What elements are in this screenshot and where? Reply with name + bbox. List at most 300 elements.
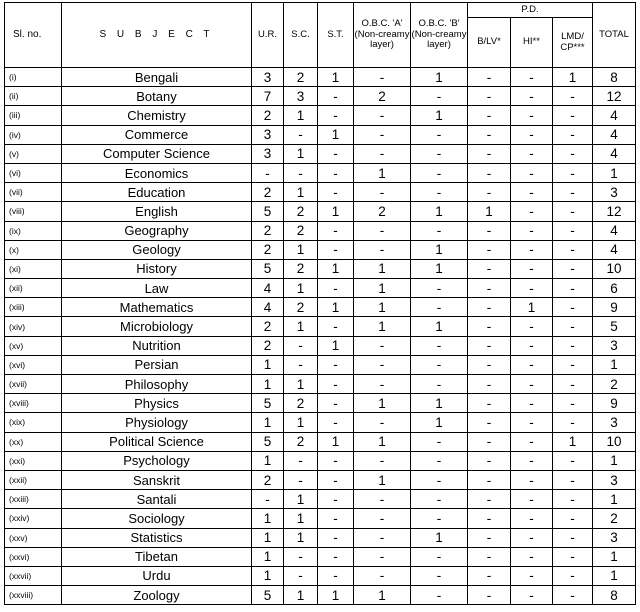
cell-st: - — [318, 240, 354, 259]
cell-subject: Sanskrit — [62, 470, 252, 489]
table-row — [5, 528, 636, 547]
cell-slno: (xx) — [5, 432, 62, 451]
cell-ur: 4 — [252, 298, 284, 317]
cell-ur: 5 — [252, 259, 284, 278]
cell-subject: Sociology — [62, 509, 252, 528]
cell-slno: (xviii) — [5, 394, 62, 413]
cell-hi: - — [511, 528, 553, 547]
cell-obca: - — [354, 125, 411, 144]
cell-ur: 1 — [252, 566, 284, 585]
cell-lmd: - — [553, 144, 593, 163]
cell-st: 1 — [318, 259, 354, 278]
cell-st: - — [318, 183, 354, 202]
table-row — [5, 394, 636, 413]
cell-st: 1 — [318, 298, 354, 317]
cell-blv: - — [468, 470, 511, 489]
cell-obca: 1 — [354, 279, 411, 298]
cell-hi: - — [511, 566, 553, 585]
cell-total: 12 — [593, 87, 636, 106]
cell-hi: - — [511, 183, 553, 202]
table-row — [5, 451, 636, 470]
cell-slno: (iv) — [5, 125, 62, 144]
table-row — [5, 355, 636, 374]
table-row — [5, 317, 636, 336]
table-row — [5, 125, 636, 144]
cell-sc: 1 — [284, 413, 318, 432]
cell-obcb: - — [411, 125, 468, 144]
cell-slno: (xvii) — [5, 375, 62, 394]
cell-total: 9 — [593, 298, 636, 317]
cell-obca: - — [354, 566, 411, 585]
cell-blv: 1 — [468, 202, 511, 221]
cell-hi: - — [511, 163, 553, 182]
cell-slno: (xvi) — [5, 355, 62, 374]
cell-hi: - — [511, 240, 553, 259]
cell-obca: - — [354, 336, 411, 355]
cell-st: 1 — [318, 432, 354, 451]
cell-blv: - — [468, 317, 511, 336]
cell-hi: - — [511, 106, 553, 125]
cell-blv: - — [468, 163, 511, 182]
table-row — [5, 183, 636, 202]
vacancy-table — [4, 2, 636, 605]
cell-ur: 1 — [252, 509, 284, 528]
header-st: S.T. — [318, 3, 354, 68]
cell-obcb: - — [411, 547, 468, 566]
cell-obca: - — [354, 68, 411, 87]
cell-lmd: - — [553, 202, 593, 221]
cell-sc: - — [284, 470, 318, 489]
cell-ur: - — [252, 163, 284, 182]
cell-obcb: - — [411, 221, 468, 240]
cell-blv: - — [468, 490, 511, 509]
cell-lmd: - — [553, 87, 593, 106]
cell-slno: (viii) — [5, 202, 62, 221]
cell-st: - — [318, 509, 354, 528]
table-row — [5, 221, 636, 240]
cell-ur: 2 — [252, 470, 284, 489]
cell-slno: (xv) — [5, 336, 62, 355]
cell-obca: - — [354, 451, 411, 470]
cell-subject: Urdu — [62, 566, 252, 585]
cell-slno: (xiv) — [5, 317, 62, 336]
cell-lmd: - — [553, 375, 593, 394]
cell-sc: 3 — [284, 87, 318, 106]
cell-slno: (xxiv) — [5, 509, 62, 528]
cell-hi: - — [511, 413, 553, 432]
cell-total: 3 — [593, 528, 636, 547]
cell-blv: - — [468, 432, 511, 451]
cell-total: 3 — [593, 470, 636, 489]
header-subject: S U B J E C T — [62, 3, 252, 68]
table-row — [5, 106, 636, 125]
cell-lmd: - — [553, 183, 593, 202]
cell-slno: (xxv) — [5, 528, 62, 547]
cell-subject: Chemistry — [62, 106, 252, 125]
cell-total: 1 — [593, 451, 636, 470]
cell-slno: (xxi) — [5, 451, 62, 470]
cell-ur: 5 — [252, 202, 284, 221]
cell-subject: Geology — [62, 240, 252, 259]
cell-ur: 2 — [252, 221, 284, 240]
table-row — [5, 432, 636, 451]
cell-lmd: - — [553, 298, 593, 317]
header-pd-hi: HI** — [511, 18, 553, 68]
cell-obcb: - — [411, 163, 468, 182]
table-row — [5, 586, 636, 605]
cell-blv: - — [468, 547, 511, 566]
header-pd-blv: B/LV* — [468, 18, 511, 68]
cell-blv: - — [468, 375, 511, 394]
cell-lmd: - — [553, 317, 593, 336]
cell-blv: - — [468, 298, 511, 317]
cell-ur: 4 — [252, 279, 284, 298]
header-pd-lmd: LMD/ CP*** — [553, 18, 593, 68]
cell-st: - — [318, 221, 354, 240]
cell-total: 8 — [593, 68, 636, 87]
cell-obcb: - — [411, 298, 468, 317]
cell-sc: 2 — [284, 432, 318, 451]
cell-obca: - — [354, 375, 411, 394]
cell-lmd: - — [553, 125, 593, 144]
table-body — [5, 68, 636, 605]
cell-total: 9 — [593, 394, 636, 413]
cell-st: - — [318, 355, 354, 374]
table-row — [5, 490, 636, 509]
cell-blv: - — [468, 106, 511, 125]
cell-subject: History — [62, 259, 252, 278]
cell-hi: - — [511, 336, 553, 355]
cell-lmd: - — [553, 163, 593, 182]
cell-slno: (xxvi) — [5, 547, 62, 566]
cell-lmd: - — [553, 451, 593, 470]
cell-slno: (xix) — [5, 413, 62, 432]
cell-hi: - — [511, 394, 553, 413]
cell-hi: - — [511, 202, 553, 221]
cell-subject: Law — [62, 279, 252, 298]
cell-blv: - — [468, 413, 511, 432]
cell-blv: - — [468, 183, 511, 202]
cell-hi: 1 — [511, 298, 553, 317]
cell-total: 1 — [593, 566, 636, 585]
cell-ur: 5 — [252, 432, 284, 451]
cell-sc: 1 — [284, 586, 318, 605]
cell-subject: Bengali — [62, 68, 252, 87]
cell-total: 4 — [593, 106, 636, 125]
cell-ur: 2 — [252, 336, 284, 355]
cell-subject: Mathematics — [62, 298, 252, 317]
cell-lmd: - — [553, 394, 593, 413]
header-ur: U.R. — [252, 3, 284, 68]
cell-obcb: 1 — [411, 317, 468, 336]
cell-st: 1 — [318, 202, 354, 221]
cell-slno: (v) — [5, 144, 62, 163]
cell-lmd: - — [553, 547, 593, 566]
cell-subject: Santali — [62, 490, 252, 509]
table-row — [5, 470, 636, 489]
cell-subject: Botany — [62, 87, 252, 106]
cell-total: 3 — [593, 336, 636, 355]
cell-ur: 3 — [252, 68, 284, 87]
table-row — [5, 163, 636, 182]
cell-blv: - — [468, 144, 511, 163]
cell-slno: (vi) — [5, 163, 62, 182]
cell-slno: (xxvii) — [5, 566, 62, 585]
cell-total: 3 — [593, 413, 636, 432]
table-row — [5, 68, 636, 87]
cell-blv: - — [468, 279, 511, 298]
cell-ur: 1 — [252, 528, 284, 547]
cell-sc: - — [284, 451, 318, 470]
cell-sc: 1 — [284, 279, 318, 298]
cell-blv: - — [468, 509, 511, 528]
cell-total: 2 — [593, 375, 636, 394]
cell-lmd: - — [553, 355, 593, 374]
cell-subject: Computer Science — [62, 144, 252, 163]
table-row — [5, 336, 636, 355]
cell-blv: - — [468, 87, 511, 106]
cell-st: 1 — [318, 68, 354, 87]
cell-st: 1 — [318, 586, 354, 605]
cell-slno: (xiii) — [5, 298, 62, 317]
cell-st: - — [318, 413, 354, 432]
cell-sc: 2 — [284, 202, 318, 221]
cell-slno: (xi) — [5, 259, 62, 278]
cell-lmd: - — [553, 240, 593, 259]
cell-slno: (xxiii) — [5, 490, 62, 509]
cell-lmd: - — [553, 566, 593, 585]
cell-sc: 2 — [284, 298, 318, 317]
cell-ur: 1 — [252, 451, 284, 470]
cell-blv: - — [468, 221, 511, 240]
cell-sc: 2 — [284, 68, 318, 87]
cell-sc: - — [284, 566, 318, 585]
cell-obcb: - — [411, 509, 468, 528]
cell-sc: 1 — [284, 375, 318, 394]
table-row — [5, 87, 636, 106]
cell-ur: 1 — [252, 375, 284, 394]
table-row — [5, 566, 636, 585]
cell-slno: (iii) — [5, 106, 62, 125]
cell-obca: 2 — [354, 202, 411, 221]
cell-obca: - — [354, 144, 411, 163]
cell-sc: 1 — [284, 509, 318, 528]
cell-sc: 1 — [284, 183, 318, 202]
cell-sc: 1 — [284, 528, 318, 547]
cell-sc: 1 — [284, 144, 318, 163]
cell-obcb: - — [411, 183, 468, 202]
cell-subject: Political Science — [62, 432, 252, 451]
cell-hi: - — [511, 375, 553, 394]
cell-total: 1 — [593, 490, 636, 509]
cell-ur: - — [252, 490, 284, 509]
cell-ur: 5 — [252, 586, 284, 605]
cell-obcb: - — [411, 144, 468, 163]
table-row — [5, 240, 636, 259]
cell-blv: - — [468, 528, 511, 547]
cell-st: - — [318, 106, 354, 125]
cell-st: - — [318, 547, 354, 566]
cell-hi: - — [511, 317, 553, 336]
cell-blv: - — [468, 240, 511, 259]
cell-total: 6 — [593, 279, 636, 298]
cell-ur: 7 — [252, 87, 284, 106]
cell-hi: - — [511, 144, 553, 163]
cell-slno: (xii) — [5, 279, 62, 298]
cell-subject: Microbiology — [62, 317, 252, 336]
cell-blv: - — [468, 394, 511, 413]
cell-obca: 1 — [354, 586, 411, 605]
cell-obcb: 1 — [411, 259, 468, 278]
cell-subject: Economics — [62, 163, 252, 182]
cell-obcb: - — [411, 279, 468, 298]
cell-obca: 1 — [354, 470, 411, 489]
cell-obcb: 1 — [411, 202, 468, 221]
cell-subject: Education — [62, 183, 252, 202]
header-total: TOTAL — [593, 3, 636, 68]
cell-st: - — [318, 566, 354, 585]
cell-subject: Psychology — [62, 451, 252, 470]
cell-hi: - — [511, 87, 553, 106]
cell-sc: 1 — [284, 317, 318, 336]
cell-ur: 2 — [252, 317, 284, 336]
cell-obcb: - — [411, 451, 468, 470]
cell-obca: 1 — [354, 317, 411, 336]
cell-obcb: 1 — [411, 394, 468, 413]
cell-lmd: - — [553, 259, 593, 278]
cell-total: 12 — [593, 202, 636, 221]
cell-lmd: - — [553, 470, 593, 489]
cell-sc: - — [284, 125, 318, 144]
table-row — [5, 298, 636, 317]
cell-obca: - — [354, 528, 411, 547]
cell-ur: 5 — [252, 394, 284, 413]
cell-st: - — [318, 279, 354, 298]
header-sc: S.C. — [284, 3, 318, 68]
cell-hi: - — [511, 432, 553, 451]
cell-obca: - — [354, 490, 411, 509]
cell-subject: Physiology — [62, 413, 252, 432]
cell-obcb: - — [411, 586, 468, 605]
cell-lmd: - — [553, 586, 593, 605]
cell-obcb: - — [411, 470, 468, 489]
cell-lmd: - — [553, 528, 593, 547]
table-row — [5, 413, 636, 432]
header-obc-a: O.B.C. 'A' (Non-creamy layer) — [354, 3, 411, 68]
header-obc-b: O.B.C. 'B' (Non-creamy layer) — [411, 3, 468, 68]
cell-total: 4 — [593, 240, 636, 259]
cell-ur: 2 — [252, 183, 284, 202]
cell-hi: - — [511, 68, 553, 87]
cell-slno: (ix) — [5, 221, 62, 240]
cell-lmd: - — [553, 336, 593, 355]
cell-hi: - — [511, 490, 553, 509]
table-row — [5, 144, 636, 163]
cell-ur: 3 — [252, 144, 284, 163]
cell-total: 3 — [593, 183, 636, 202]
cell-obca: - — [354, 413, 411, 432]
cell-hi: - — [511, 451, 553, 470]
cell-obcb: - — [411, 432, 468, 451]
cell-lmd: 1 — [553, 68, 593, 87]
cell-sc: - — [284, 163, 318, 182]
cell-st: - — [318, 394, 354, 413]
cell-st: 1 — [318, 125, 354, 144]
cell-lmd: - — [553, 413, 593, 432]
cell-obcb: 1 — [411, 68, 468, 87]
cell-blv: - — [468, 451, 511, 470]
cell-sc: 2 — [284, 221, 318, 240]
cell-obca: - — [354, 355, 411, 374]
cell-hi: - — [511, 221, 553, 240]
cell-slno: (xxviii) — [5, 586, 62, 605]
table-row — [5, 279, 636, 298]
cell-ur: 2 — [252, 240, 284, 259]
cell-hi: - — [511, 279, 553, 298]
cell-ur: 3 — [252, 125, 284, 144]
cell-obcb: - — [411, 87, 468, 106]
cell-lmd: - — [553, 221, 593, 240]
table-row — [5, 202, 636, 221]
cell-blv: - — [468, 259, 511, 278]
cell-subject: Tibetan — [62, 547, 252, 566]
cell-subject: Persian — [62, 355, 252, 374]
cell-subject: Nutrition — [62, 336, 252, 355]
cell-st: - — [318, 470, 354, 489]
table-row — [5, 509, 636, 528]
cell-blv: - — [468, 336, 511, 355]
cell-sc: 1 — [284, 490, 318, 509]
cell-sc: 1 — [284, 106, 318, 125]
cell-obca: - — [354, 240, 411, 259]
cell-st: - — [318, 490, 354, 509]
cell-obca: 2 — [354, 87, 411, 106]
cell-hi: - — [511, 355, 553, 374]
cell-subject: Commerce — [62, 125, 252, 144]
cell-lmd: - — [553, 509, 593, 528]
cell-subject: English — [62, 202, 252, 221]
cell-hi: - — [511, 547, 553, 566]
cell-obca: - — [354, 547, 411, 566]
cell-slno: (xxii) — [5, 470, 62, 489]
cell-blv: - — [468, 125, 511, 144]
table-row — [5, 259, 636, 278]
cell-total: 10 — [593, 432, 636, 451]
cell-obcb: 1 — [411, 528, 468, 547]
cell-lmd: 1 — [553, 432, 593, 451]
cell-obcb: - — [411, 355, 468, 374]
cell-ur: 1 — [252, 413, 284, 432]
cell-obcb: 1 — [411, 240, 468, 259]
cell-obca: 1 — [354, 298, 411, 317]
cell-total: 4 — [593, 221, 636, 240]
cell-st: - — [318, 87, 354, 106]
cell-ur: 1 — [252, 547, 284, 566]
cell-subject: Zoology — [62, 586, 252, 605]
cell-st: - — [318, 528, 354, 547]
cell-obcb: - — [411, 375, 468, 394]
cell-hi: - — [511, 586, 553, 605]
cell-sc: 2 — [284, 259, 318, 278]
cell-blv: - — [468, 566, 511, 585]
cell-slno: (x) — [5, 240, 62, 259]
header-pd: P.D. — [468, 3, 593, 18]
cell-sc: 1 — [284, 240, 318, 259]
cell-obca: - — [354, 509, 411, 528]
cell-total: 1 — [593, 547, 636, 566]
cell-lmd: - — [553, 106, 593, 125]
cell-obca: - — [354, 106, 411, 125]
